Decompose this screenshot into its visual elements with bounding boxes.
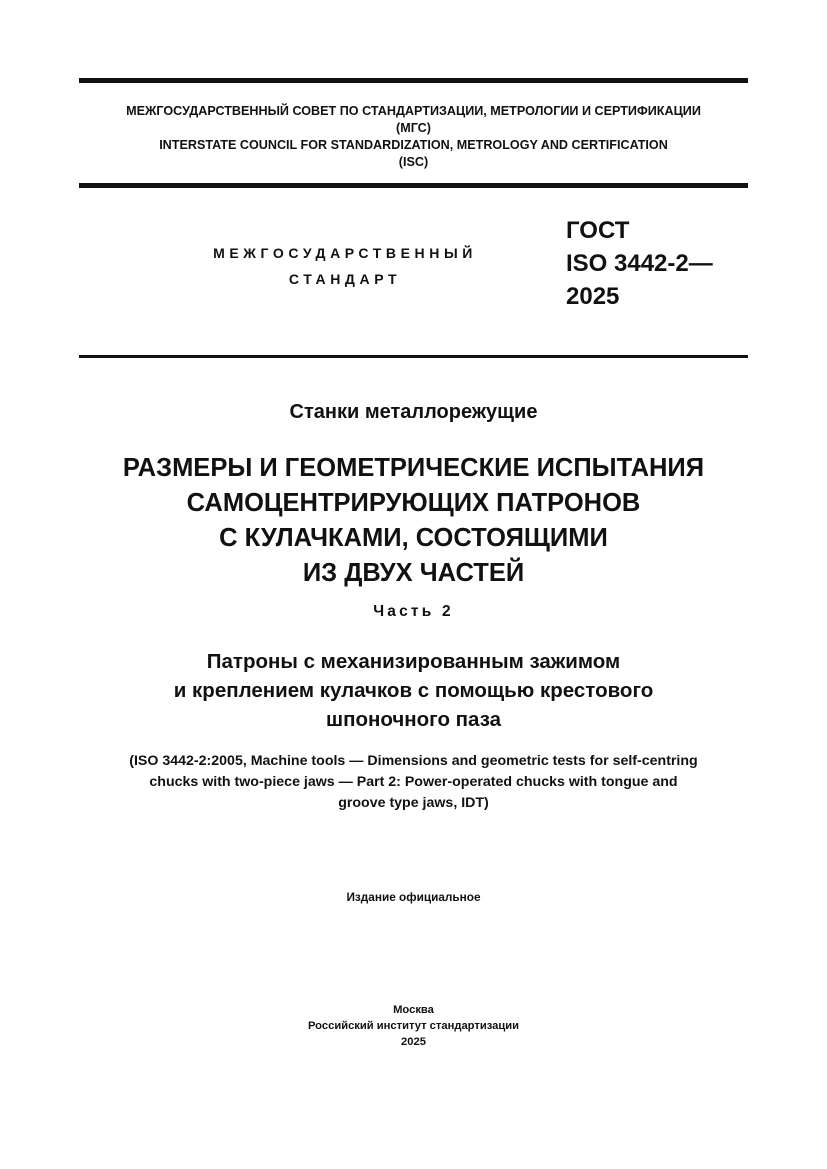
designation-iso-number: ISO 3442-2— — [566, 250, 713, 277]
council-abbr-ru: (МГС) — [396, 121, 431, 135]
iso-reference — [0, 751, 827, 814]
designation-year: 2025 — [566, 283, 620, 310]
iso-reference-line: chucks with two-piece jaws — Part 2: Power-operated chucks with tongue and — [149, 774, 678, 790]
iso-reference-line: (ISO 3442-2:2005, Machine tools — Dimensions and geometric tests for self-centring — [129, 753, 698, 769]
part-title-line: и креплением кулачков с помощью крестового — [173, 679, 654, 702]
standard-designation — [566, 214, 713, 313]
designation-gost: ГОСТ — [566, 217, 630, 244]
imprint — [0, 1002, 827, 1050]
title-line: САМОЦЕНТРИРУЮЩИХ ПАТРОНОВ — [186, 489, 641, 517]
part-title-line: шпоночного паза — [325, 708, 502, 731]
title-line: РАЗМЕРЫ И ГЕОМЕТРИЧЕСКИЕ ИСПЫТАНИЯ — [122, 454, 705, 482]
part-label: Часть 2 — [373, 603, 454, 620]
part-title — [0, 647, 827, 734]
council-name-en: INTERSTATE COUNCIL FOR STANDARDIZATION, METROLOGY AND CERTIFICATION — [159, 138, 668, 152]
edition-note: Издание официальное — [346, 890, 481, 904]
standard-type — [150, 240, 540, 292]
council-abbr-en: (ISC) — [398, 155, 429, 169]
council-name-ru: МЕЖГОСУДАРСТВЕННЫЙ СОВЕТ ПО СТАНДАРТИЗАЦИИ, МЕТРОЛОГИИ И СЕРТИФИКАЦИИ — [126, 104, 701, 118]
council-header — [79, 103, 748, 171]
document-subject: Станки металлорежущие — [289, 401, 538, 423]
part-title-line: Патроны с механизированным зажимом — [206, 650, 621, 673]
imprint-year: 2025 — [401, 1036, 426, 1048]
standard-type-line2: СТАНДАРТ — [288, 271, 402, 287]
middle-rule — [79, 183, 748, 188]
document-title — [0, 451, 827, 591]
standard-type-line1: МЕЖГОСУДАРСТВЕННЫЙ — [213, 245, 477, 261]
title-line: ИЗ ДВУХ ЧАСТЕЙ — [302, 559, 525, 587]
imprint-publisher: Российский институт стандартизации — [308, 1020, 519, 1032]
title-line: С КУЛАЧКАМИ, СОСТОЯЩИМИ — [219, 524, 608, 552]
lower-rule — [79, 355, 748, 358]
iso-reference-line: groove type jaws, IDT) — [338, 795, 489, 811]
top-rule — [79, 78, 748, 83]
imprint-city: Москва — [393, 1004, 434, 1016]
